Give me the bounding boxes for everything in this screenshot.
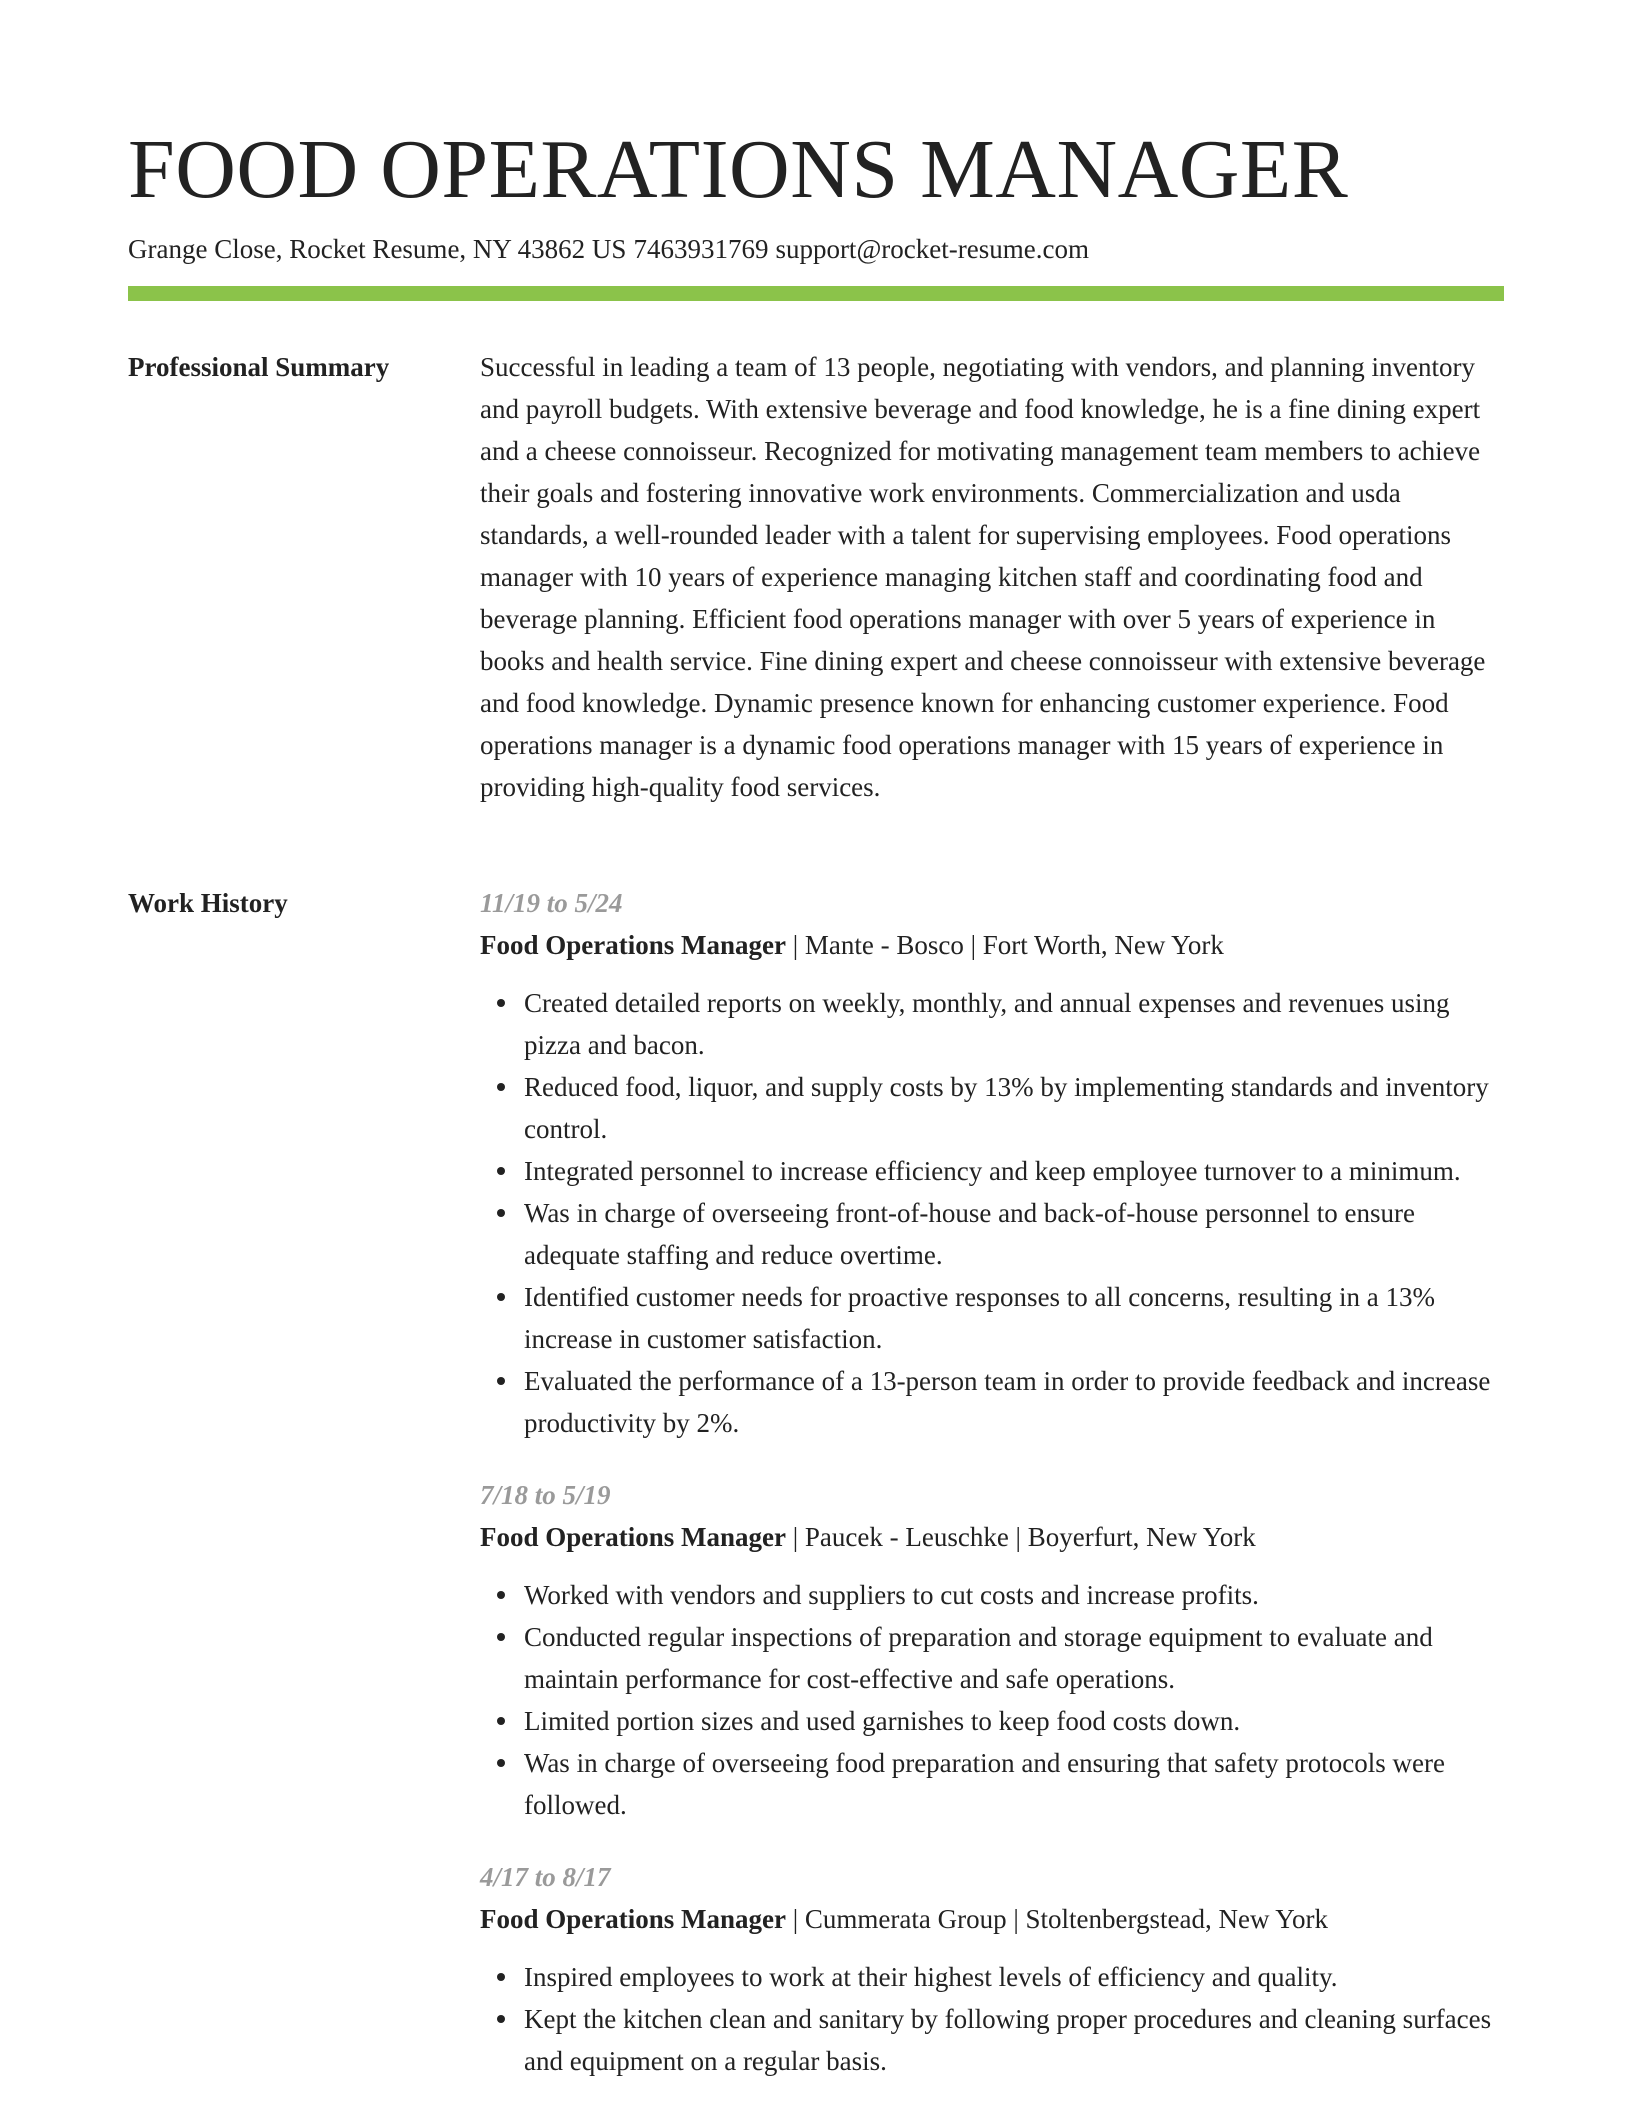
bullet-item: Inspired employees to work at their highest levels of efficiency and quality.	[524, 1956, 1504, 1998]
contact-address: Grange Close, Rocket Resume, NY 43862 US	[128, 234, 627, 264]
bullet-item: Created detailed reports on weekly, monthly, and annual expenses and revenues using pizza and bacon.	[524, 982, 1504, 1066]
bullet-item: Evaluated the performance of a 13-person team in order to provide feedback and increase productivity by 2%.	[524, 1360, 1504, 1444]
bullet-item: Reduced food, liquor, and supply costs by 13% by implementing standards and inventory control.	[524, 1066, 1504, 1150]
job-title: Food Operations Manager	[480, 1904, 786, 1934]
bullet-item: Worked with vendors and suppliers to cut costs and increase profits.	[524, 1574, 1504, 1616]
job-details: | Paucek - Leuschke | Boyerfurt, New York	[785, 1522, 1256, 1552]
bullet-item: Limited portion sizes and used garnishes to keep food costs down.	[524, 1700, 1504, 1742]
bullet-item: Conducted regular inspections of preparation and storage equipment to evaluate and maintain performance for cost-effective and safe operations.	[524, 1616, 1504, 1700]
summary-body	[480, 346, 1504, 808]
job-entry	[480, 1474, 1504, 1826]
job-details: | Cummerata Group | Stoltenbergstead, New York	[785, 1904, 1328, 1934]
bullet-item: Was in charge of overseeing front-of-house and back-of-house personnel to ensure adequate staffing and reduce overtime.	[524, 1192, 1504, 1276]
summary-text: Successful in leading a team of 13 people, negotiating with vendors, and planning inventory and payroll budgets. With extensive beverage and food knowledge, he is a fine dining expert and a cheese connoisseur. Recognized for motivating management team members to achieve their goals and fostering innovative work environments. Commercialization and usda standards, a well-rounded leader with a talent for supervising employees. Food operations manager with 10 years of experience managing kitchen staff and coordinating food and beverage planning. Efficient food operations manager with over 5 years of experience in books and health service. Fine dining expert and cheese connoisseur with extensive beverage and food knowledge. Dynamic presence known for enhancing customer experience. Food operations manager is a dynamic food operations manager with 15 years of experience in providing high-quality food services.	[480, 352, 1486, 802]
job-entry	[480, 1856, 1504, 2082]
contact-line	[128, 230, 1089, 268]
job-bullets	[480, 1574, 1504, 1826]
job-title-line	[480, 1516, 1504, 1558]
job-dates: 4/17 to 8/17	[480, 1862, 611, 1892]
contact-phone: 7463931769	[633, 234, 769, 264]
bullet-item: Identified customer needs for proactive responses to all concerns, resulting in a 13% increase in customer satisfaction.	[524, 1276, 1504, 1360]
job-bullets	[480, 982, 1504, 1444]
job-title: Food Operations Manager	[480, 1522, 786, 1552]
job-title: Food Operations Manager	[480, 930, 786, 960]
work-history-heading: Work History	[128, 888, 288, 918]
job-dates: 11/19 to 5/24	[480, 888, 623, 918]
header-divider	[128, 286, 1504, 301]
resume-title: FOOD OPERATIONS MANAGER	[128, 123, 1349, 216]
job-details: | Mante - Bosco | Fort Worth, New York	[785, 930, 1224, 960]
bullet-item: Was in charge of overseeing food preparation and ensuring that safety protocols were followed.	[524, 1742, 1504, 1826]
job-title-line	[480, 924, 1504, 966]
summary-heading: Professional Summary	[128, 352, 390, 382]
job-dates: 7/18 to 5/19	[480, 1480, 611, 1510]
job-entry	[480, 882, 1504, 1444]
job-title-line	[480, 1898, 1504, 1940]
work-history-body	[480, 882, 1504, 2112]
bullet-item: Kept the kitchen clean and sanitary by following proper procedures and cleaning surfaces and equipment on a regular basis.	[524, 1998, 1504, 2082]
contact-email: support@rocket-resume.com	[775, 234, 1089, 264]
job-bullets	[480, 1956, 1504, 2082]
bullet-item: Integrated personnel to increase efficiency and keep employee turnover to a minimum.	[524, 1150, 1504, 1192]
